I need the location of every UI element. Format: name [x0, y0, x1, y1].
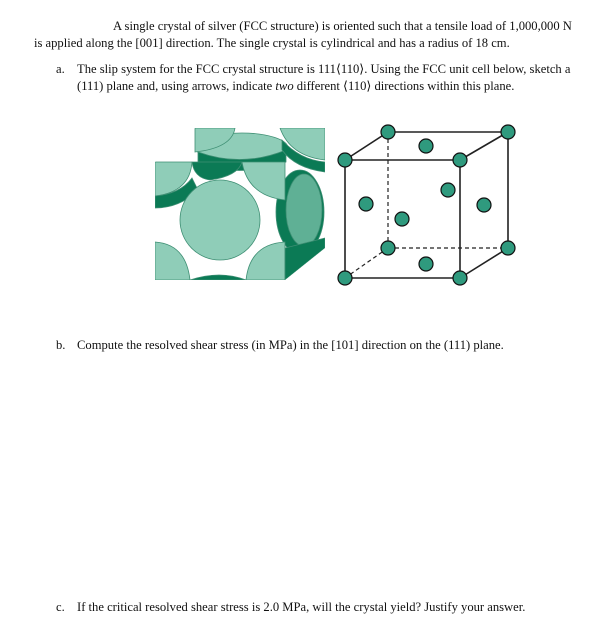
unit-cell-figure: [150, 120, 530, 295]
part-a-text-start: The slip system for the FCC crystal structure is 111⟨110⟩. Using the FCC unit cell below, sketch a (111) plane and, using arrows, indicate: [77, 62, 571, 93]
atom-corner-4: [453, 153, 467, 167]
part-b-text: Compute the resolved shear stress (in MPa) in the [101] direction on the (111) plane.: [77, 338, 504, 352]
atom-face-bottom: [419, 257, 433, 271]
problem-statement-line-2: is applied along the [001] direction. The single crystal is cylindrical and has a radius of 18 cm.: [34, 36, 510, 50]
atom-corner-2: [501, 125, 515, 139]
fcc-reduced-sphere-unit-cell: [338, 125, 515, 285]
part-c-marker: c.: [56, 600, 65, 614]
part-b-marker: b.: [56, 338, 66, 352]
part-a-text-end: different ⟨110⟩ directions within this plane.: [293, 79, 515, 93]
atom-face-right: [477, 198, 491, 212]
fcc-hard-sphere-unit-cell: [155, 128, 325, 280]
part-a-italic-word: two: [275, 79, 294, 93]
atom-face-top: [419, 139, 433, 153]
atom-corner-front-bottom-left: [155, 242, 190, 280]
atom-face-left: [359, 197, 373, 211]
part-a-marker: a.: [56, 62, 65, 76]
atom-face-back: [441, 183, 455, 197]
atom-corner-3: [338, 153, 352, 167]
atom-bottom-shadow: [190, 275, 246, 280]
atom-corner-6: [501, 241, 515, 255]
problem-statement: [34, 18, 594, 52]
atom-corner-5: [381, 241, 395, 255]
part-c-text: If the critical resolved shear stress is 2.0 MPa, will the crystal yield? Justify your answer.: [77, 600, 526, 614]
atom-corner-front-bottom-right: [246, 242, 285, 280]
atom-corner-8: [453, 271, 467, 285]
atom-gap-shadow: [192, 162, 242, 180]
atom-corner-1: [381, 125, 395, 139]
atom-corner-7: [338, 271, 352, 285]
part-a-text: [77, 61, 597, 95]
atom-right-face-highlight: [286, 174, 322, 246]
atom-front-face: [180, 180, 260, 260]
problem-statement-line-1: A single crystal of silver (FCC structure) is oriented such that a tensile load of 1,000,000 N: [113, 19, 572, 33]
atom-face-front: [395, 212, 409, 226]
